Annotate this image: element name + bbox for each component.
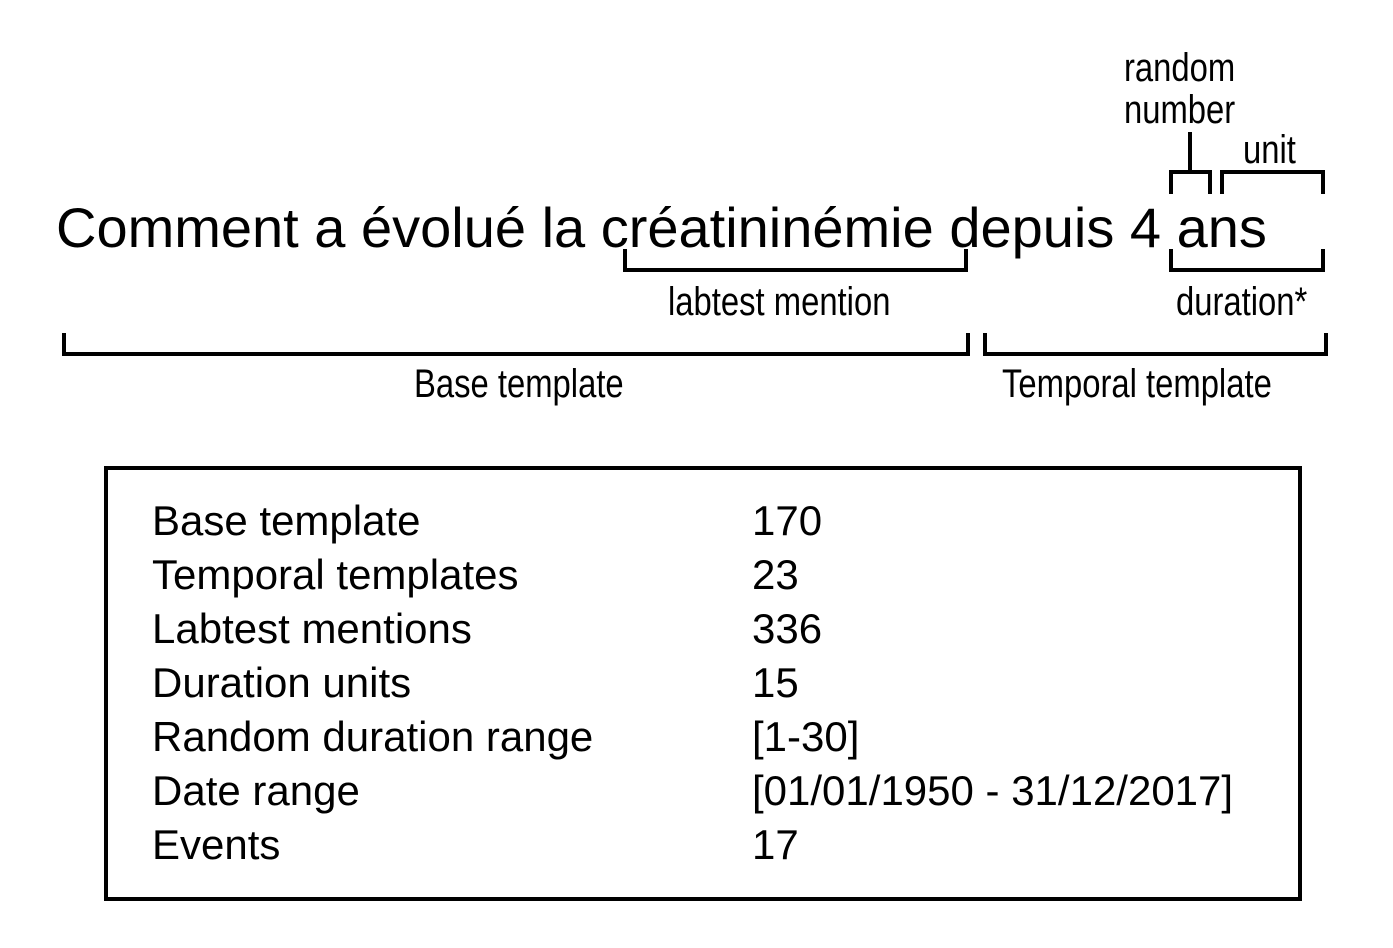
stats-label: Events: [152, 821, 281, 868]
sentence-middle: depuis: [933, 196, 1130, 259]
stats-row-events: [152, 818, 1292, 872]
stats-value: [01/01/1950 - 31/12/2017]: [752, 767, 1234, 814]
stats-value: 23: [752, 551, 799, 598]
stats-row-random-duration-range: [152, 710, 1292, 764]
stats-label: Duration units: [152, 659, 412, 706]
stats-value: 17: [752, 821, 799, 868]
base-template-label: Base template: [414, 362, 624, 406]
temporal-template-bracket: [985, 333, 1326, 354]
stats-label: Random duration range: [152, 713, 594, 760]
random-number-label-line2: number: [1124, 88, 1236, 132]
stats-label: Temporal templates: [152, 551, 519, 598]
labtest-mention-label: labtest mention: [668, 280, 891, 324]
sentence-prefix: Comment a évolué la: [56, 196, 601, 259]
example-sentence: [56, 196, 1267, 260]
stats-row-base-template: [152, 494, 1292, 548]
stats-value: 15: [752, 659, 799, 706]
stats-label: Base template: [152, 497, 421, 544]
temporal-template-label: Temporal template: [1002, 362, 1272, 406]
stats-label: Labtest mentions: [152, 605, 472, 652]
stats-label: Date range: [152, 767, 360, 814]
stats-row-duration-units: [152, 656, 1292, 710]
random-number-text: 4: [1129, 196, 1162, 259]
random-number-label-line1: random: [1124, 46, 1236, 90]
unit-label: unit: [1243, 128, 1296, 172]
duration-label: duration*: [1176, 280, 1308, 324]
stats-row-date-range: [152, 764, 1292, 818]
stats-value: 336: [752, 605, 823, 652]
statistics-box: [104, 466, 1302, 901]
sentence-space: [1161, 196, 1177, 259]
stats-row-temporal-templates: [152, 548, 1292, 602]
labtest-mention-text: créatininémie: [600, 196, 934, 259]
stats-row-labtest-mentions: [152, 602, 1292, 656]
unit-bracket: [1222, 172, 1323, 194]
stats-value: [1-30]: [752, 713, 860, 760]
random-number-bracket: [1171, 172, 1210, 194]
base-template-bracket: [64, 333, 968, 354]
stats-value: 170: [752, 497, 823, 544]
unit-text: ans: [1176, 196, 1267, 259]
